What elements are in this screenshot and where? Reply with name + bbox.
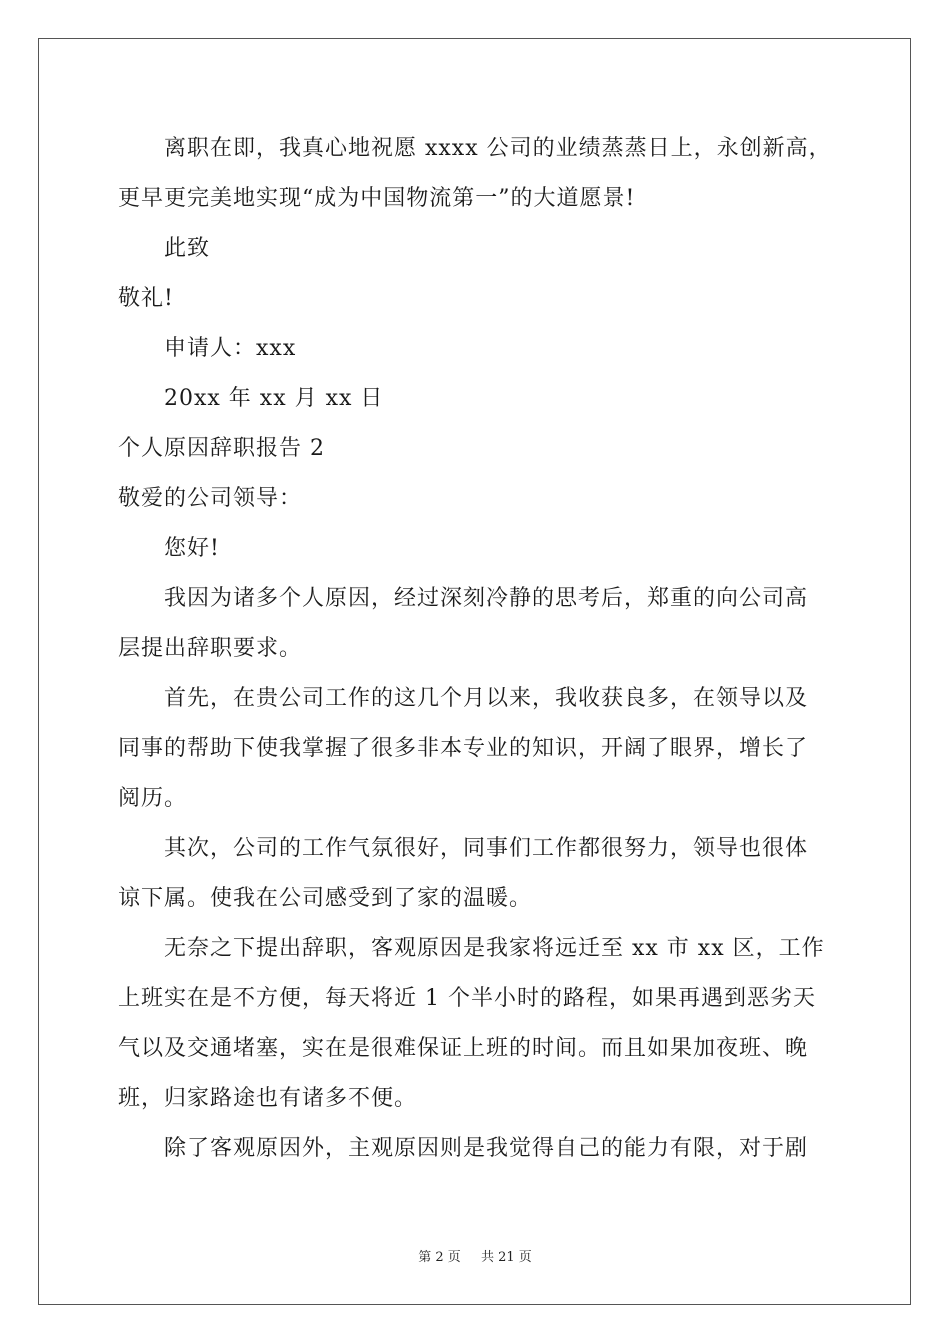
paragraph-line: 阅历。 xyxy=(118,786,188,811)
paragraph-line: 气以及交通堵塞，实在是很难保证上班的时间。而且如果加夜班、晚 xyxy=(118,1036,809,1061)
paragraph-line: 同事的帮助下使我掌握了很多非本专业的知识，开阔了眼界，增长了 xyxy=(118,736,809,761)
page-number: 第 2 页 xyxy=(418,1250,461,1265)
signature-date: 20xx 年 xx 月 xx 日 xyxy=(164,386,384,411)
page-footer xyxy=(0,1246,950,1265)
paragraph-line: 首先，在贵公司工作的这几个月以来，我收获良多，在领导以及 xyxy=(164,686,809,711)
letter-greeting: 您好! xyxy=(164,536,220,561)
paragraph-line: 我因为诸多个人原因，经过深刻冷静的思考后，郑重的向公司高 xyxy=(164,586,809,611)
paragraph-line: 无奈之下提出辞职，客观原因是我家将远迁至 xx 市 xx 区，工作 xyxy=(164,936,825,961)
paragraph-line: 谅下属。使我在公司感受到了家的温暖。 xyxy=(118,886,533,911)
document-body xyxy=(118,124,834,1174)
paragraph-line: 上班实在是不方便，每天将近 1 个半小时的路程，如果再遇到恶劣天 xyxy=(118,986,816,1011)
letter-greeting: 敬爱的公司领导： xyxy=(118,486,303,511)
paragraph-line: 其次，公司的工作气氛很好，同事们工作都很努力，领导也很体 xyxy=(164,836,809,861)
section-title: 个人原因辞职报告 2 xyxy=(118,436,325,461)
paragraph-line: 层提出辞职要求。 xyxy=(118,636,303,661)
paragraph-line: 除了客观原因外，主观原因则是我觉得自己的能力有限，对于剧 xyxy=(164,1136,809,1161)
page-total: 共 21 页 xyxy=(480,1250,532,1265)
paragraph-line: 离职在即，我真心地祝愿 xxxx 公司的业绩蒸蒸日上，永创新高， xyxy=(164,136,832,161)
paragraph-line: 班，归家路途也有诸多不便。 xyxy=(118,1086,418,1111)
closing-salutation: 此致 xyxy=(164,236,211,261)
applicant-signature: 申请人：xxx xyxy=(164,336,297,361)
paragraph-line: 更早更完美地实现“成为中国物流第一”的大道愿景! xyxy=(118,186,636,211)
closing-salutation: 敬礼! xyxy=(118,286,174,311)
